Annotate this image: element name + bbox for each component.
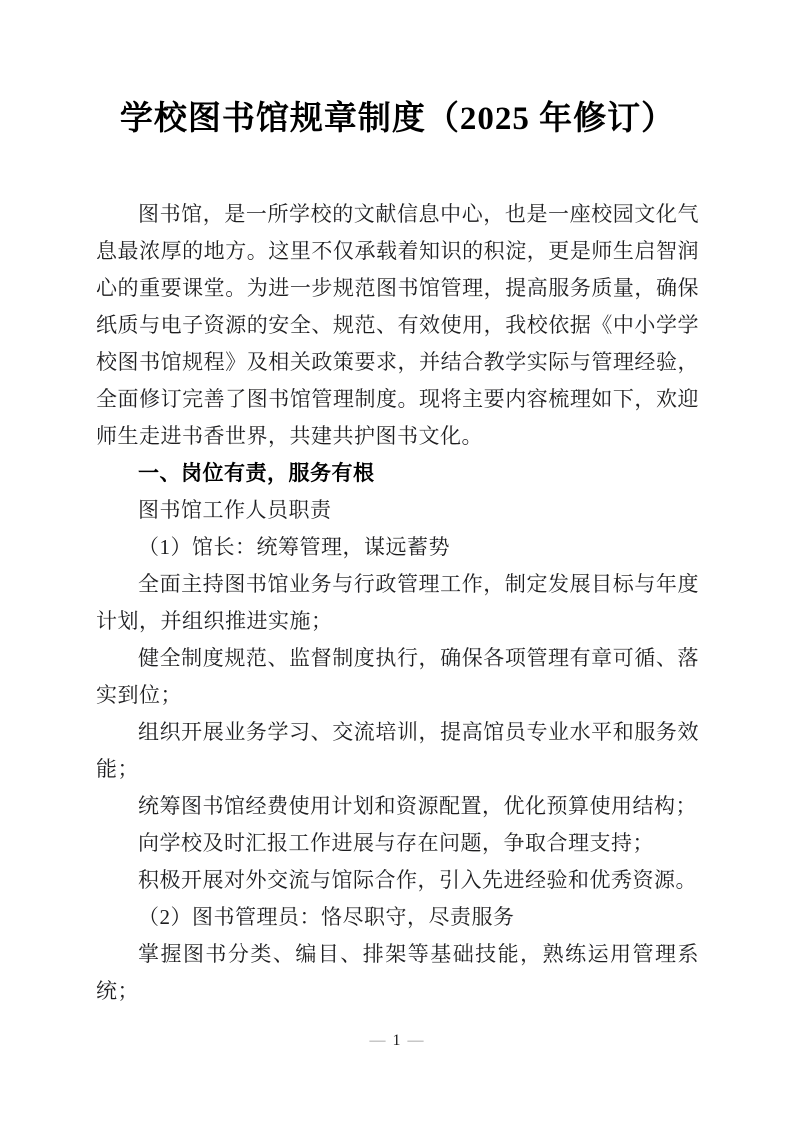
paragraph-6: 组织开展业务学习、交流培训，提高馆员专业水平和服务效能；	[96, 720, 699, 781]
document-body	[96, 196, 699, 1010]
paragraph-5: 健全制度规范、监督制度执行，确保各项管理有章可循、落实到位；	[96, 646, 699, 707]
document-content	[96, 0, 699, 1010]
paragraph-7: 统筹图书馆经费使用计划和资源配置，优化预算使用结构；	[138, 794, 697, 818]
document-title: 学校图书馆规章制度（2025 年修订）	[119, 101, 676, 137]
paragraph-9: 积极开展对外交流与馆际合作，引入先进经验和优秀资源。	[138, 868, 697, 892]
paragraph-11: 掌握图书分类、编目、排架等基础技能，熟练运用管理系统；	[96, 942, 699, 1003]
paragraph-10: （2）图书管理员：恪尽职守，尽责服务	[138, 905, 515, 929]
paragraph-0: 图书馆，是一所学校的文献信息中心，也是一座校园文化气息最浓厚的地方。这里不仅承载着知识的积淀，更是师生启智润心的重要课堂。为进一步规范图书馆管理，提高服务质量，确保纸质与电子资源的安全、规范、有效使用，我校依据《中小学学校图书馆规程》及相关政策要求，并结合教学实际与管理经验，全面修订完善了图书馆管理制度。现将主要内容梳理如下，欢迎师生走进书香世界，共建共护图书文化。	[96, 202, 699, 448]
paragraph-8: 向学校及时汇报工作进展与存在问题，争取合理支持；	[138, 831, 654, 855]
page-number: 1	[392, 1032, 401, 1049]
footer-dash-right: —	[407, 1032, 424, 1049]
footer-dash-left: —	[369, 1032, 386, 1049]
page-footer	[0, 1030, 793, 1052]
paragraph-3: （1）馆长：统筹管理，谋远蓄势	[138, 535, 450, 559]
paragraph-4: 全面主持图书馆业务与行政管理工作，制定发展目标与年度计划，并组织推进实施；	[96, 572, 699, 633]
section-heading: 一、岗位有责，服务有根	[138, 462, 375, 485]
paragraph-2: 图书馆工作人员职责	[138, 498, 332, 522]
